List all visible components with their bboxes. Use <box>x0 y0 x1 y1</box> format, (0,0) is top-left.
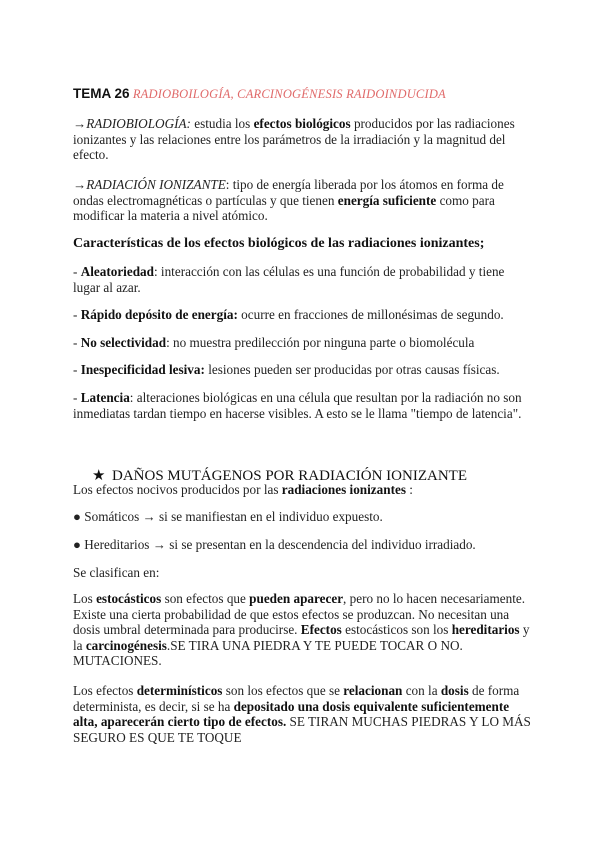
text: y la <box>73 622 530 653</box>
dash: - <box>73 362 81 377</box>
text: : alteraciones biológicas en una célula que resultan por la radiación no son inmediatas tardan tiempo en hacerse visibles. A esto se le llama "tiempo de latencia". <box>73 390 522 421</box>
text: con la <box>402 683 441 698</box>
text: como para modificar la materia a nivel atómico. <box>73 192 495 223</box>
danos-intro <box>73 482 533 498</box>
bold-text: radiaciones ionizantes <box>281 482 406 497</box>
arrow-icon: → <box>73 177 87 192</box>
text: , pero no lo hacen necesariamente. Existe una cierta probabilidad de que estos efectos se produzcan. No necesitan una dosis umbral determinada para producirse. <box>73 591 526 637</box>
text: son efectos que <box>161 591 250 606</box>
arrow-icon: → <box>73 116 87 131</box>
clasifican-text: Se clasifican en: <box>73 565 160 580</box>
caracteristica-item <box>73 362 533 378</box>
text: son los efectos que se <box>222 683 344 698</box>
dash: - <box>73 335 81 350</box>
text: ocurre en fracciones de millonésimas de segundo. <box>237 307 504 322</box>
text: .SE TIRA UNA PIEDRA Y TE PUEDE TOCAR O NO. MUTACIONES. <box>73 637 463 668</box>
bullet-item <box>73 509 533 525</box>
text: estudia los <box>190 116 254 131</box>
text: : <box>405 482 413 497</box>
document-title <box>73 86 533 102</box>
bullet-icon: ● <box>73 537 85 552</box>
term: Rápido depósito de energía: <box>80 307 238 322</box>
text: Los efectos nocivos producidos por las <box>73 482 282 497</box>
bold-text: relacionan <box>343 683 403 698</box>
term: Latencia <box>80 390 130 405</box>
text: Somáticos → si se manifiestan en el individuo expuesto. <box>84 509 383 524</box>
text: Los efectos <box>73 683 137 698</box>
bold-text: carcinogénesis <box>85 637 167 653</box>
caracteristica-item <box>73 264 533 295</box>
caracteristica-item <box>73 307 533 323</box>
text: estocásticos son los <box>341 622 452 637</box>
text: Hereditarios → si se presentan en la descendencia del individuo irradiado. <box>84 537 476 552</box>
definition-radiacion <box>73 177 533 224</box>
bullet-item <box>73 537 533 553</box>
term-radiobiologia: RADIOBIOLOGÍA: <box>86 116 191 131</box>
dash: - <box>73 307 81 322</box>
caracteristica-item <box>73 335 533 351</box>
tema-number: TEMA 26 <box>73 86 130 101</box>
bold-text: determinísticos <box>136 683 223 698</box>
term-radiacion: RADIACIÓN IONIZANTE <box>86 177 226 192</box>
definition-radiobiologia <box>73 116 533 163</box>
text: SE TIRAN MUCHAS PIEDRAS Y LO MÁS SEGURO ES QUE TE TOQUE <box>73 714 531 745</box>
dash: - <box>73 390 81 405</box>
bullet-icon: ● <box>73 509 85 524</box>
text: de forma determinista, es decir, si se ha <box>73 683 520 714</box>
text: lesiones pueden ser producidas por otras causas físicas. <box>204 362 500 377</box>
text: producidos por las radiaciones ionizantes y las relaciones entre los parámetros de la irradiación y la magnitud del efecto. <box>73 116 515 162</box>
bold-text: dosis <box>440 683 469 698</box>
tema-subtitle: RADIOBOILOGÍA, CARCINOGÉNESIS RAIDOINDUCIDA <box>132 87 446 101</box>
bold-text: pueden aparecer <box>249 591 344 606</box>
star-icon: ★ <box>92 468 106 484</box>
dash: - <box>73 264 81 279</box>
estocasticos-paragraph <box>73 591 533 669</box>
text: : no muestra predilección por ninguna parte o biomolécula <box>166 335 475 350</box>
bold-text: estocásticos <box>96 591 162 606</box>
term: Aleatoriedad <box>80 264 154 279</box>
danos-heading-text: DAÑOS MUTÁGENOS POR RADIACIÓN IONIZANTE <box>112 468 467 484</box>
bold-text: hereditarios <box>451 622 520 637</box>
text: : tipo de energía liberada por los átomos en forma de ondas electromagnéticas o partículas y que tienen <box>73 177 504 208</box>
caracteristicas-heading: Características de los efectos biológicos de las radiaciones ionizantes; <box>73 236 485 251</box>
term: Inespecificidad lesiva: <box>80 362 205 377</box>
bold-text: efectos biológicos <box>253 116 351 131</box>
bold-text: Efectos <box>300 622 342 637</box>
deterministicos-paragraph <box>73 683 533 745</box>
term: No selectividad <box>80 335 167 350</box>
bold-text: depositado una dosis equivalente suficientemente alta, aparecerán cierto tipo de efectos. <box>73 698 510 729</box>
text: : interacción con las células es una función de probabilidad y tiene lugar al azar. <box>73 264 505 295</box>
bold-text: energía suficiente <box>337 192 437 208</box>
caracteristica-item <box>73 390 533 421</box>
text: Los <box>73 591 97 606</box>
